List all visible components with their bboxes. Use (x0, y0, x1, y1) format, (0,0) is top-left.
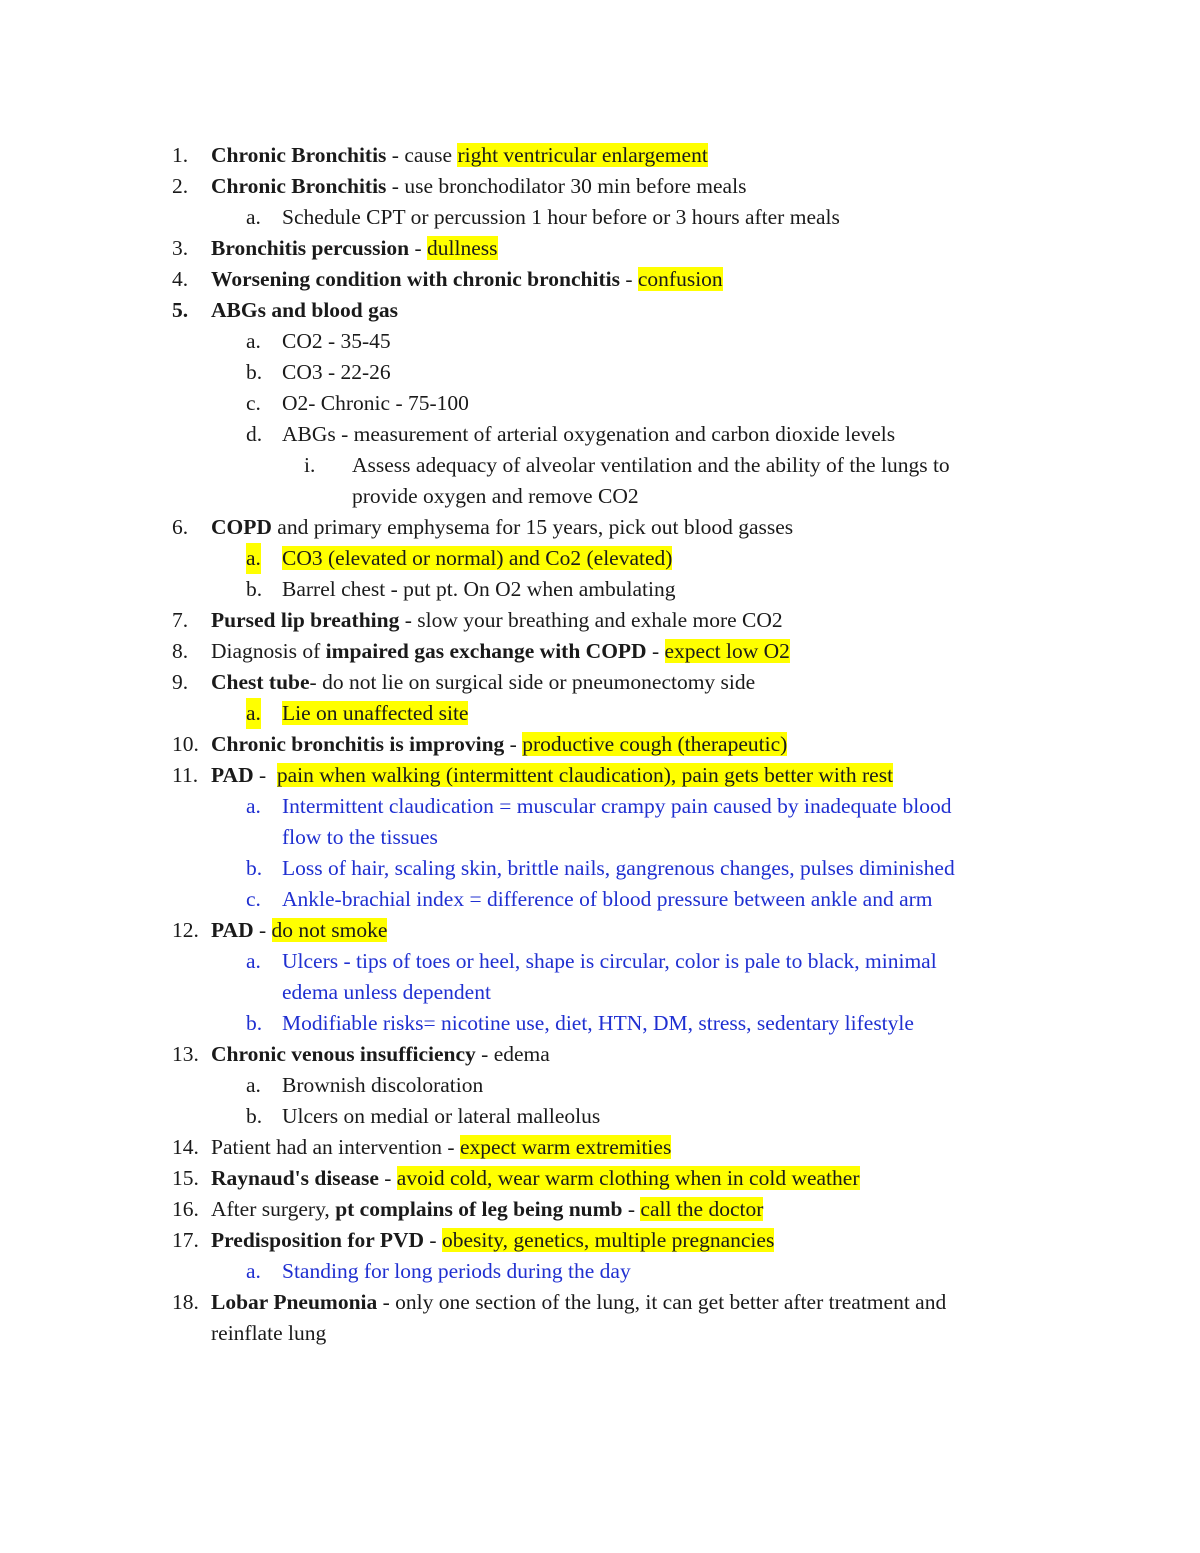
text-segment: - use bronchodilator 30 min before meals (386, 174, 747, 198)
text-segment: After surgery, (211, 1197, 336, 1221)
list-marker: c. (246, 391, 261, 415)
list-item-text (282, 977, 491, 1008)
text-segment: - (378, 1166, 397, 1190)
text-segment: - slow your breathing and exhale more CO2 (399, 608, 783, 632)
text-segment: Barrel chest - put pt. On O2 when ambulating (282, 577, 676, 601)
list-item (0, 326, 1200, 357)
text-segment: ABGs - measurement of arterial oxygenation and carbon dioxide levels (282, 422, 896, 446)
list-item (0, 543, 1200, 574)
list-marker: 15. (172, 1166, 199, 1190)
list-item (0, 388, 1200, 419)
text-segment: reinflate lung (211, 1321, 327, 1345)
bold-term: Chest tube (211, 670, 310, 694)
list-marker: 13. (172, 1042, 199, 1066)
text-segment: CO2 - 35-45 (282, 329, 391, 353)
highlighted-text: confusion (637, 267, 723, 291)
list-item (0, 915, 1200, 946)
text-segment: flow to the tissues (282, 825, 438, 849)
list-marker: i. (304, 453, 316, 477)
list-marker: 6. (172, 515, 189, 539)
text-segment: Patient had an intervention - (211, 1135, 460, 1159)
list-item-text (211, 295, 398, 326)
text-segment: CO3 - 22-26 (282, 360, 391, 384)
list-item (0, 946, 1200, 977)
list-marker: a. (246, 543, 261, 574)
highlighted-text: productive cough (therapeutic) (522, 732, 788, 756)
list-item (0, 1194, 1200, 1225)
list-item-text (211, 605, 783, 636)
highlighted-text: expect low O2 (664, 639, 790, 663)
list-item (0, 512, 1200, 543)
bold-term: impaired gas exchange with COPD (325, 639, 647, 663)
list-item (0, 853, 1200, 884)
bold-term: Pursed lip breathing (211, 608, 400, 632)
list-item (0, 1039, 1200, 1070)
list-marker: 10. (172, 732, 199, 756)
list-marker: 12. (172, 918, 199, 942)
document-page (0, 140, 1200, 1349)
list-item (0, 605, 1200, 636)
list-item-text (282, 698, 468, 729)
list-item-text (282, 791, 951, 822)
list-item-text (211, 729, 787, 760)
list-item-text (282, 884, 933, 915)
list-marker: 2. (172, 174, 189, 198)
bold-term: Chronic Bronchitis (211, 143, 387, 167)
list-item (0, 822, 1200, 853)
list-marker: b. (246, 360, 263, 384)
bold-term: Chronic venous insufficiency (211, 1042, 476, 1066)
highlighted-text: CO3 (elevated or normal) and Co2 (elevated) (282, 546, 673, 570)
list-item (0, 419, 1200, 450)
list-item (0, 791, 1200, 822)
text-segment: - only one section of the lung, it can get better after treatment and (377, 1290, 947, 1314)
highlighted-text: expect warm extremities (459, 1135, 672, 1159)
list-item (0, 636, 1200, 667)
text-segment: Diagnosis of (211, 639, 326, 663)
list-item (0, 1070, 1200, 1101)
list-item (0, 1256, 1200, 1287)
bold-term: Worsening condition with chronic bronchitis (211, 267, 620, 291)
list-item-text (211, 140, 708, 171)
text-segment: Modifiable risks= nicotine use, diet, HTN, DM, stress, sedentary lifestyle (282, 1011, 914, 1035)
list-item-text (211, 760, 893, 791)
list-item-text (282, 946, 937, 977)
list-marker: b. (246, 1104, 263, 1128)
list-marker: d. (246, 422, 263, 446)
highlighted-text: do not smoke (271, 918, 388, 942)
bold-term: ABGs and blood gas (211, 298, 399, 322)
list-item-text (282, 1008, 914, 1039)
list-item-text (282, 1101, 600, 1132)
text-segment: - (504, 732, 523, 756)
text-segment: - cause (386, 143, 458, 167)
list-item (0, 1132, 1200, 1163)
text-segment: - (253, 918, 272, 942)
list-item-text (282, 853, 955, 884)
list-item (0, 140, 1200, 171)
list-item (0, 1225, 1200, 1256)
list-item-text (211, 667, 755, 698)
list-marker: c. (246, 887, 261, 911)
text-segment: - (646, 639, 665, 663)
list-marker: 4. (172, 267, 189, 291)
bold-term: pt complains of leg being numb (335, 1197, 623, 1221)
list-marker: 18. (172, 1290, 199, 1314)
bold-term: Bronchitis percussion (211, 236, 410, 260)
list-marker: b. (246, 856, 263, 880)
bold-term: Lobar Pneumonia (211, 1290, 378, 1314)
list-item-text (282, 543, 672, 574)
list-item (0, 295, 1200, 326)
list-marker: 1. (172, 143, 189, 167)
highlighted-text: right ventricular enlargement (457, 143, 708, 167)
list-marker: a. (246, 1073, 261, 1097)
bold-term: Predisposition for PVD (211, 1228, 425, 1252)
list-item (0, 1101, 1200, 1132)
list-item-text (211, 171, 746, 202)
list-item-text (211, 264, 723, 295)
list-item (0, 202, 1200, 233)
bold-term: PAD (211, 763, 254, 787)
bold-term: COPD (211, 515, 272, 539)
list-item-text (282, 822, 438, 853)
text-segment: Ulcers - tips of toes or heel, shape is circular, color is pale to black, minimal (282, 949, 937, 973)
bold-term: Raynaud's disease (211, 1166, 379, 1190)
text-segment: Standing for long periods during the day (282, 1259, 631, 1283)
highlighted-text: dullness (427, 236, 498, 260)
list-marker: 9. (172, 670, 189, 694)
list-item-text (211, 1318, 326, 1349)
list-item-text (282, 357, 391, 388)
list-item (0, 233, 1200, 264)
list-marker: 8. (172, 639, 189, 663)
list-item (0, 884, 1200, 915)
list-item-text (282, 202, 840, 233)
text-segment: - (253, 763, 277, 787)
list-item (0, 481, 1200, 512)
list-marker: a. (246, 698, 261, 729)
list-item-text (211, 915, 387, 946)
list-marker: a. (246, 329, 261, 353)
list-item (0, 1008, 1200, 1039)
list-item-text (352, 481, 639, 512)
text-segment: Ankle-brachial index = difference of blood pressure between ankle and arm (282, 887, 933, 911)
list-item (0, 264, 1200, 295)
list-marker: 5. (172, 298, 189, 322)
list-marker: 3. (172, 236, 189, 260)
text-segment: edema unless dependent (282, 980, 491, 1004)
text-segment: - (424, 1228, 442, 1252)
text-segment: Loss of hair, scaling skin, brittle nails, gangrenous changes, pulses diminished (282, 856, 955, 880)
list-item (0, 729, 1200, 760)
list-item-text (211, 1132, 671, 1163)
text-segment: Ulcers on medial or lateral malleolus (282, 1104, 601, 1128)
list-item-text (282, 388, 469, 419)
list-marker: b. (246, 1011, 263, 1035)
text-segment: Intermittent claudication = muscular crampy pain caused by inadequate blood (282, 794, 952, 818)
list-item-text (211, 1039, 550, 1070)
list-item-text (211, 1287, 946, 1318)
list-marker: 14. (172, 1135, 199, 1159)
bold-term: Chronic bronchitis is improving (211, 732, 505, 756)
bold-term: PAD (211, 918, 254, 942)
list-item-text (352, 450, 950, 481)
list-marker: a. (246, 794, 261, 818)
highlighted-text: Lie on unaffected site (282, 701, 469, 725)
list-item (0, 1163, 1200, 1194)
list-item-text (211, 512, 793, 543)
list-item-text (282, 1070, 483, 1101)
list-item (0, 574, 1200, 605)
text-segment: - edema (475, 1042, 550, 1066)
list-marker: b. (246, 577, 263, 601)
text-segment: - do not lie on surgical side or pneumonectomy side (309, 670, 756, 694)
text-segment: - (622, 1197, 641, 1221)
list-marker: a. (246, 949, 261, 973)
bold-term: Chronic Bronchitis (211, 174, 387, 198)
text-segment: - (409, 236, 428, 260)
text-segment: O2- Chronic - 75-100 (282, 391, 469, 415)
highlighted-text: obesity, genetics, multiple pregnancies (441, 1228, 775, 1252)
text-segment: Brownish discoloration (282, 1073, 484, 1097)
text-segment: - (619, 267, 638, 291)
list-item (0, 760, 1200, 791)
list-item (0, 667, 1200, 698)
list-item (0, 450, 1200, 481)
list-item (0, 1287, 1200, 1318)
list-marker: a. (246, 205, 261, 229)
list-item-text (282, 1256, 631, 1287)
text-segment: Schedule CPT or percussion 1 hour before or 3 hours after meals (282, 205, 840, 229)
list-item (0, 1318, 1200, 1349)
list-item-text (282, 419, 895, 450)
list-item (0, 977, 1200, 1008)
highlighted-text: call the doctor (640, 1197, 764, 1221)
list-item-text (211, 636, 790, 667)
text-segment: and primary emphysema for 15 years, pick out blood gasses (271, 515, 794, 539)
list-item-text (211, 1194, 763, 1225)
list-marker: 16. (172, 1197, 199, 1221)
list-item-text (211, 233, 498, 264)
list-item (0, 357, 1200, 388)
list-item-text (211, 1163, 860, 1194)
list-item (0, 698, 1200, 729)
highlighted-text: avoid cold, wear warm clothing when in cold weather (396, 1166, 860, 1190)
list-marker: 17. (172, 1228, 199, 1252)
list-marker: a. (246, 1259, 261, 1283)
list-item-text (282, 574, 675, 605)
text-segment: provide oxygen and remove CO2 (352, 484, 639, 508)
list-marker: 7. (172, 608, 189, 632)
list-item-text (211, 1225, 774, 1256)
list-marker: 11. (172, 763, 199, 787)
list-item (0, 171, 1200, 202)
text-segment: Assess adequacy of alveolar ventilation and the ability of the lungs to (352, 453, 950, 477)
highlighted-text: pain when walking (intermittent claudication), pain gets better with rest (276, 763, 894, 787)
list-item-text (282, 326, 391, 357)
